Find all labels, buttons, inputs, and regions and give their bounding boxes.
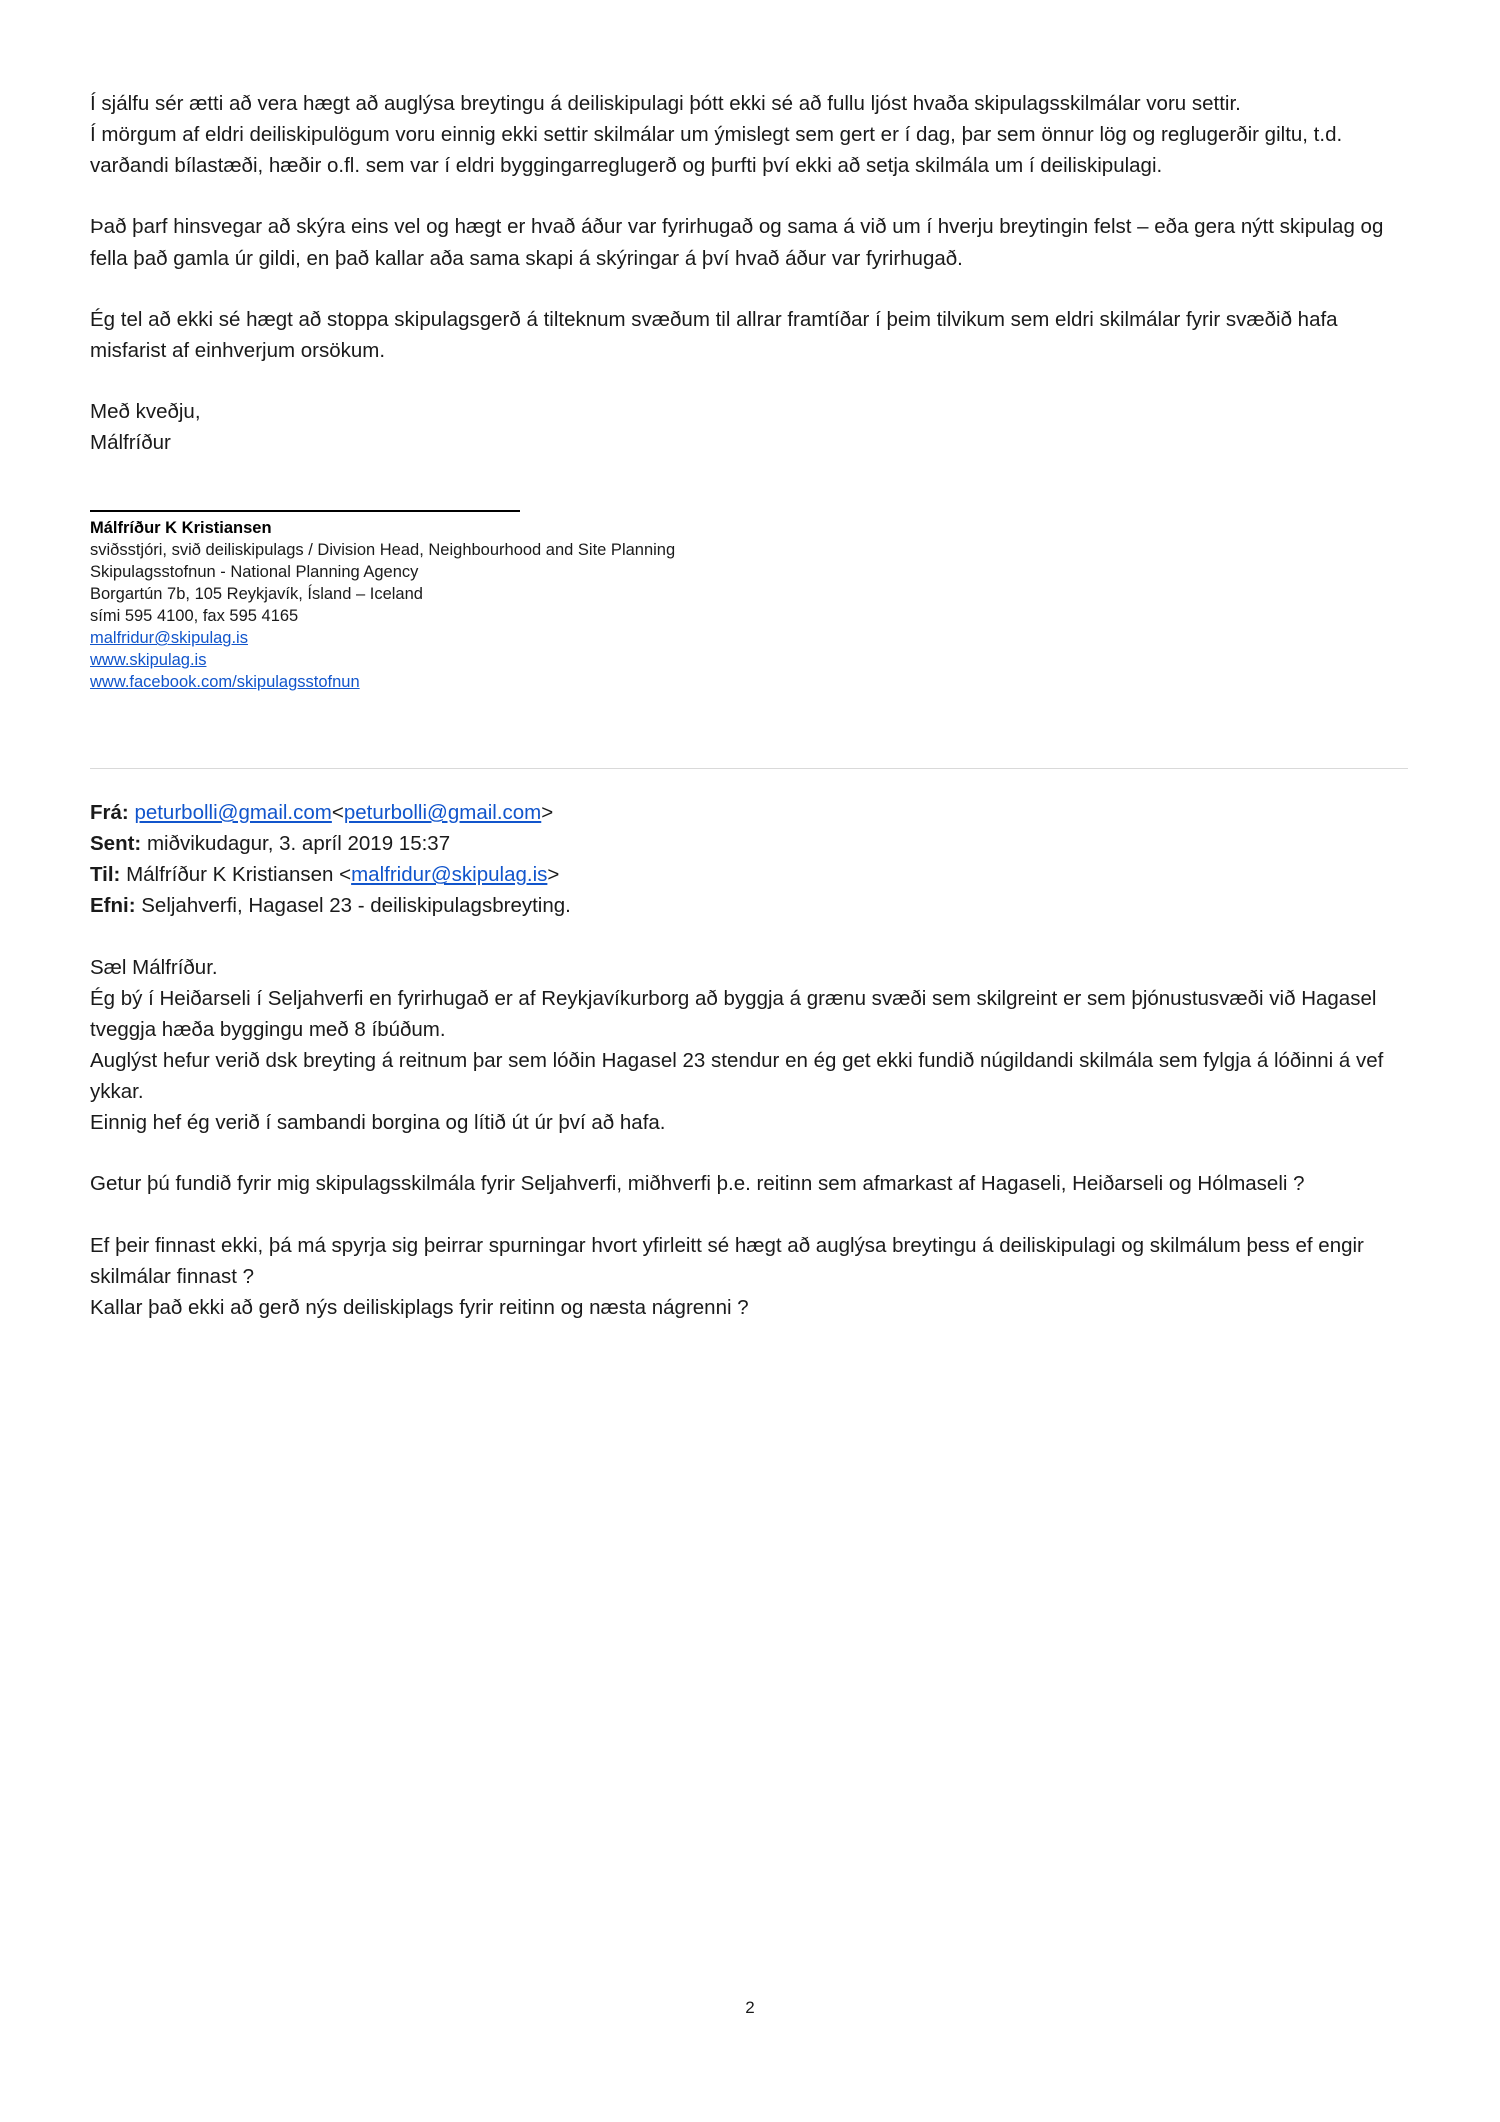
reply-paragraph-3: Það þarf hinsvegar að skýra eins vel og hægt er hvað áður var fyrirhugað og sama á við um í hverju breytingin felst – eða gera nýtt skipulag og fella það gamla úr gildi, en það kallar aða sama skapi á skýringar á því hvað áður var fyrirhugað. (90, 215, 1384, 270)
spacer (90, 458, 1408, 510)
spacer (90, 1138, 1408, 1168)
page-number: 2 (745, 1998, 755, 2017)
to-email-link[interactable]: malfridur@skipulag.is (351, 863, 548, 887)
signature-title: sviðsstjóri, svið deiliskipulags / Division Head, Neighbourhood and Site Planning (90, 541, 676, 560)
signature-email-link[interactable]: malfridur@skipulag.is (90, 629, 248, 648)
quoted-email-subject-row (90, 890, 1408, 921)
from-email-angle-link[interactable]: peturbolli@gmail.com (343, 800, 542, 824)
closing-line-1: Með kveðju, (90, 400, 201, 424)
quoted-paragraph-2: Ég bý í Heiðarseli í Seljahverfi en fyrirhugað er af Reykjavíkurborg að byggja á grænu svæði sem skilgreint er sem þjónustusvæði við Hagasel tveggja hæða byggingu með 8 íbúðum. (90, 986, 1377, 1041)
signature-name: Málfríður K Kristiansen (90, 519, 272, 538)
spacer (90, 922, 1408, 952)
from-angle-close: > (541, 800, 554, 824)
quoted-paragraph-3: Auglýst hefur verið dsk breyting á reitnum þar sem lóðin Hagasel 23 stendur en ég get ekki fundið núgildandi skilmála sem fylgja á lóðinni á vef ykkar. (90, 1049, 1384, 1104)
quoted-email-from-row (90, 797, 1408, 828)
signature-facebook-link[interactable]: www.facebook.com/skipulagsstofnun (90, 672, 360, 691)
reply-paragraph-4: Ég tel að ekki sé hægt að stoppa skipulagsgerð á tilteknum svæðum til allrar framtíðar í þeim tilvikum sem eldri skilmálar fyrir svæðið hafa misfarist af einhverjum orsökum. (90, 307, 1338, 362)
signature-organization: Skipulagsstofnun - National Planning Agency (90, 563, 419, 582)
from-label: Frá: (90, 800, 129, 824)
quoted-email-to-row (90, 859, 1408, 890)
quoted-email-divider (90, 768, 1408, 769)
sent-value: miðvikudagur, 3. apríl 2019 15:37 (146, 832, 451, 856)
signature-phone: sími 595 4100, fax 595 4165 (90, 607, 299, 626)
sent-label: Sent: (90, 832, 142, 856)
quoted-paragraph-4: Einnig hef ég verið í sambandi borgina og lítið út úr því að hafa. (90, 1111, 666, 1135)
signature-website-link[interactable]: www.skipulag.is (90, 651, 207, 670)
quoted-paragraph-5: Getur þú fundið fyrir mig skipulagsskilmála fyrir Seljahverfi, miðhverfi þ.e. reitinn sem afmarkast af Hagaseli, Heiðarseli og Hólmaseli ? (90, 1172, 1305, 1196)
quoted-email-header (90, 797, 1408, 922)
to-value-suffix: > (547, 863, 560, 887)
closing-line-2: Málfríður (90, 431, 171, 455)
reply-paragraph-2: Í mörgum af eldri deiliskipulögum voru einnig ekki settir skilmálar um ýmislegt sem gert er í dag, þar sem önnur lög og reglugerðir giltu, t.d. varðandi bílastæði, hæðir o.fl. sem var í eldri byggingarreglugerð og þurfti því ekki að setja skilmála um í deiliskipulagi. (90, 123, 1343, 178)
spacer (90, 274, 1408, 304)
quoted-email-sent-row (90, 828, 1408, 859)
quoted-paragraph-1: Sæl Málfríður. (90, 955, 218, 979)
signature-divider (90, 510, 520, 512)
document-content (90, 88, 1408, 1323)
to-value-prefix: Málfríður K Kristiansen < (126, 863, 352, 887)
subject-value: Seljahverfi, Hagasel 23 - deiliskipulagsbreyting. (141, 894, 571, 918)
from-angle-open: < (331, 800, 344, 824)
quoted-paragraph-6: Ef þeir finnast ekki, þá má spyrja sig þeirrar spurningar hvort yfirleitt sé hægt að auglýsa breytingu á deiliskipulagi og skilmálum þess ef engir skilmálar finnast ? (90, 1233, 1364, 1288)
subject-label: Efni: (90, 894, 136, 918)
from-email-link[interactable]: peturbolli@gmail.com (134, 800, 332, 824)
signature-block (90, 518, 1408, 694)
quoted-paragraph-7: Kallar það ekki að gerð nýs deiliskiplags fyrir reitinn og næsta nágrenni ? (90, 1295, 749, 1319)
spacer (90, 181, 1408, 211)
spacer (90, 366, 1408, 396)
reply-paragraph-1: Í sjálfu sér ætti að vera hægt að auglýsa breytingu á deiliskipulagi þótt ekki sé að fullu ljóst hvaða skipulagsskilmálar voru settir. (90, 92, 1241, 115)
to-label: Til: (90, 863, 121, 887)
spacer (90, 1200, 1408, 1230)
signature-address: Borgartún 7b, 105 Reykjavík, Ísland – Iceland (90, 585, 423, 604)
